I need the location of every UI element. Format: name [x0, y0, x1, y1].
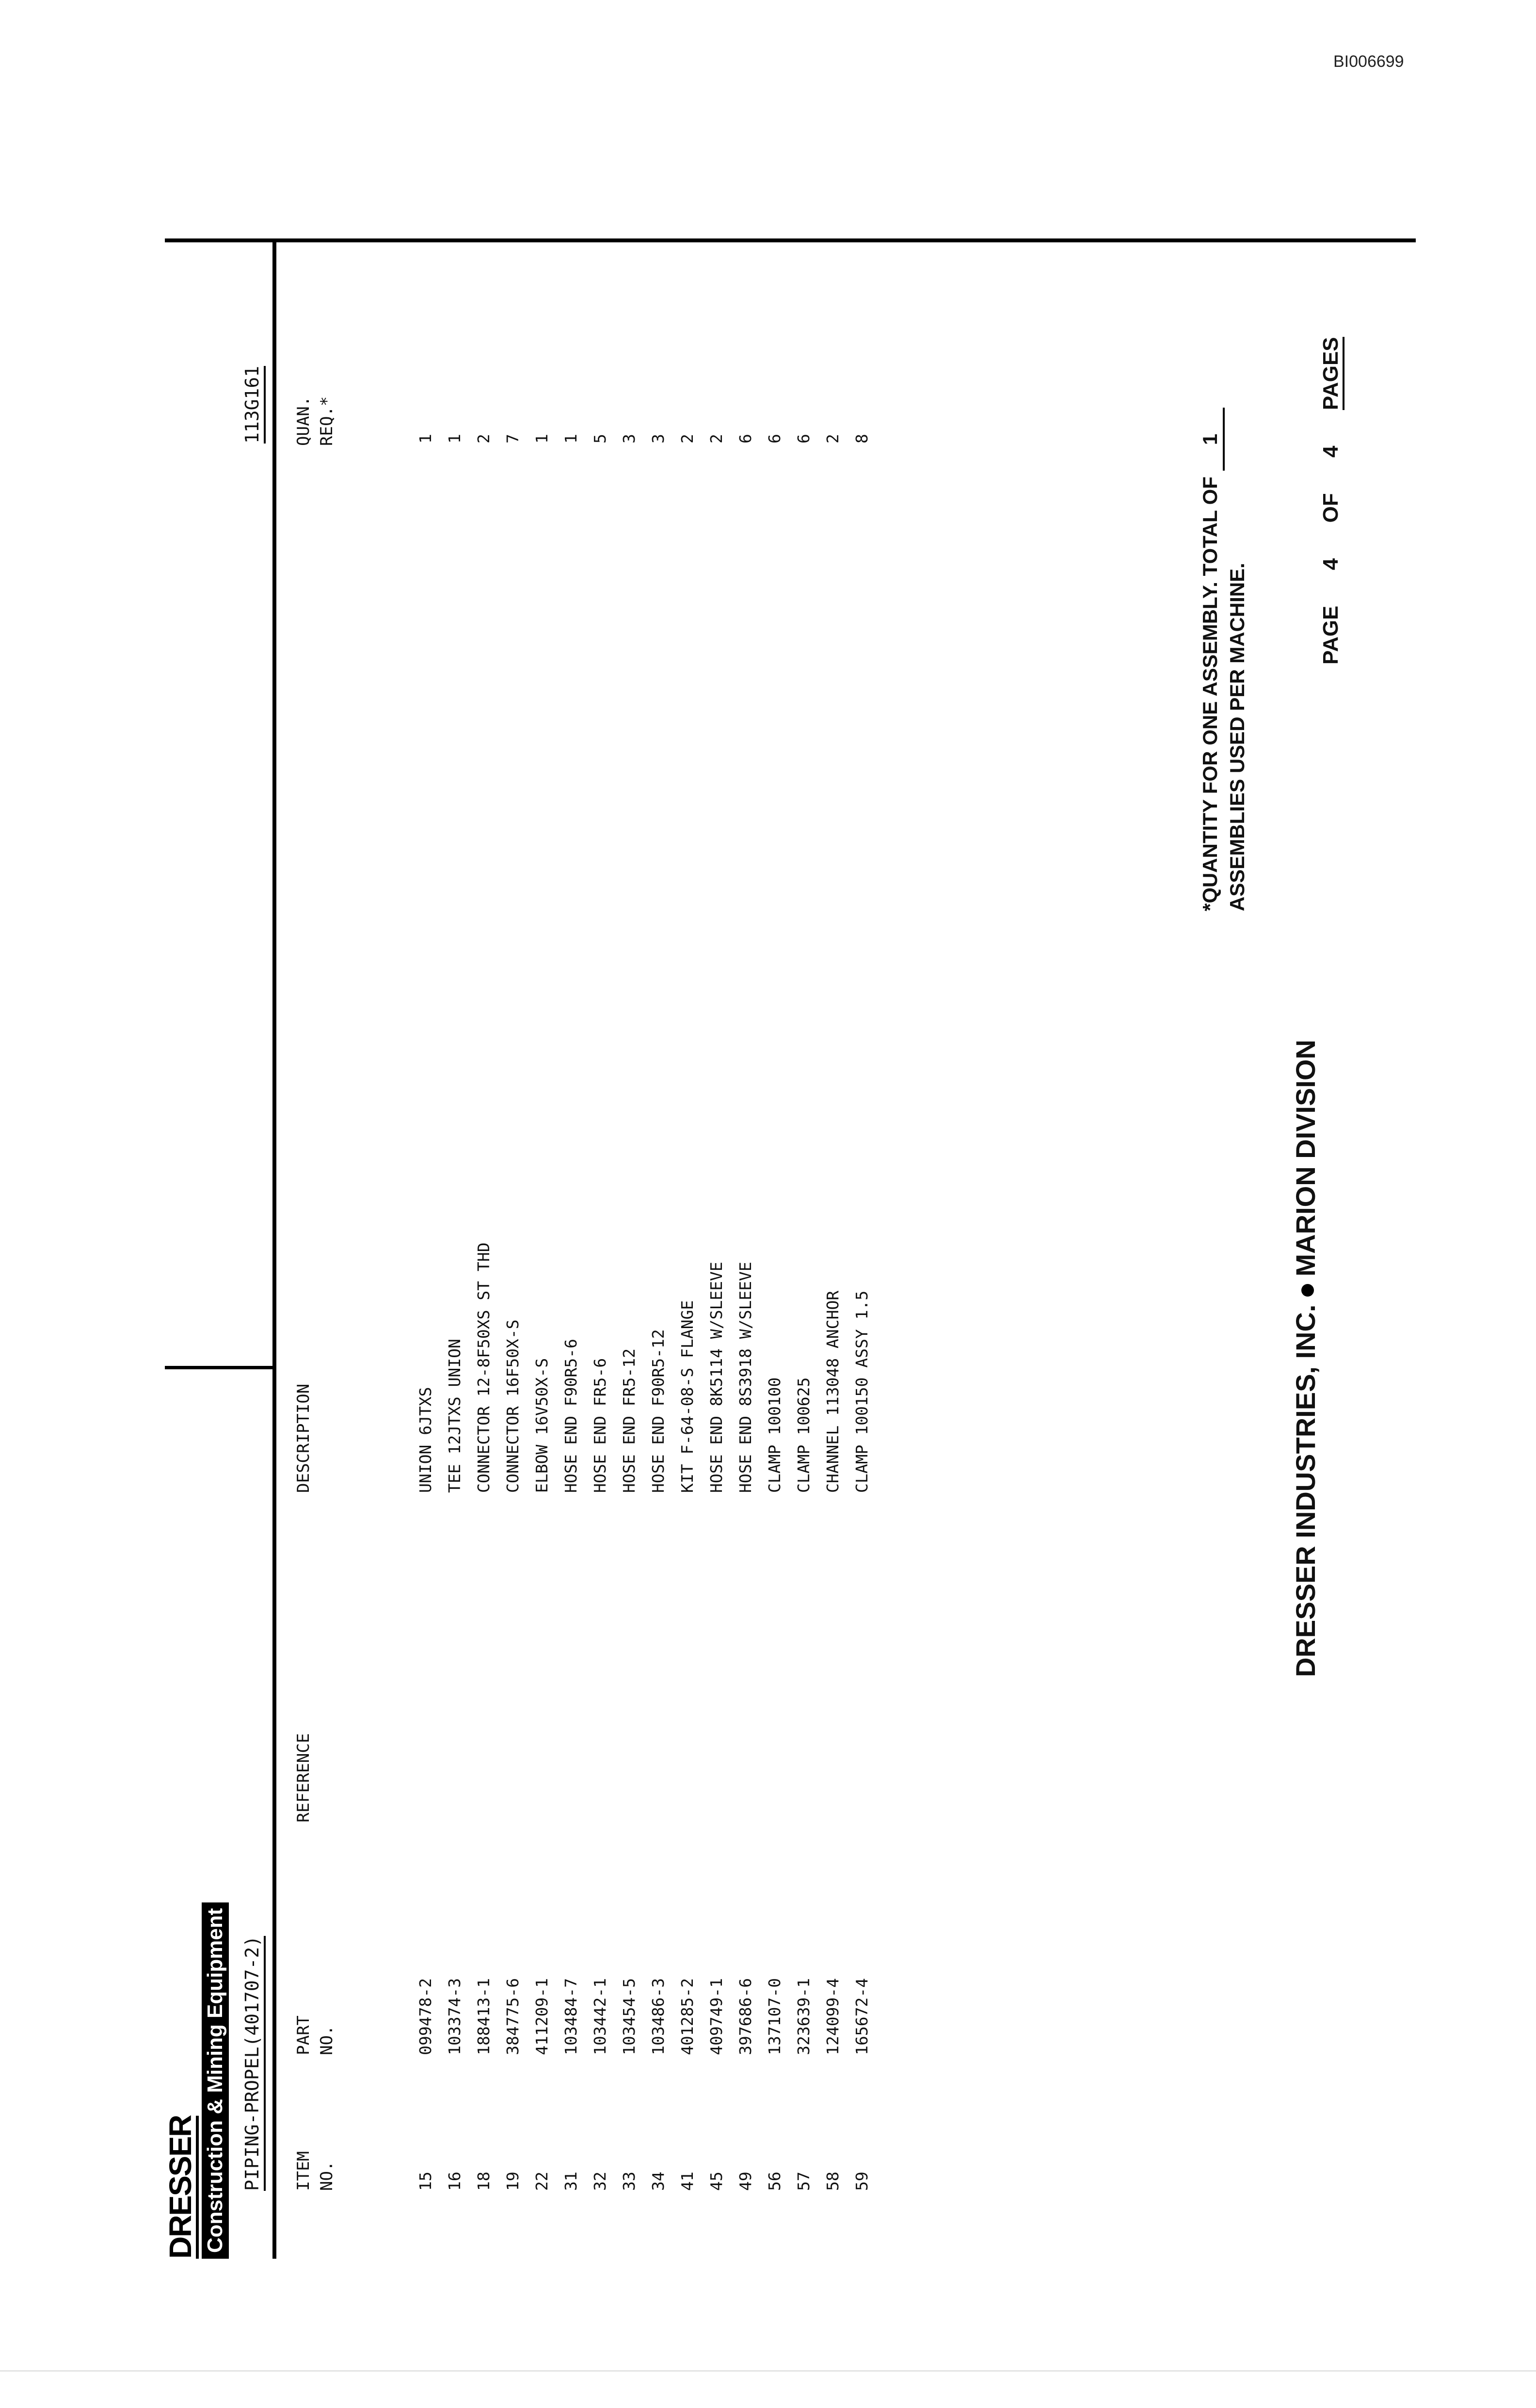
item-no: 22 [532, 2171, 551, 2191]
quantity-required: 2 [823, 434, 842, 444]
part-description: KIT F-64-08-S FLANGE [678, 1300, 697, 1493]
quantity-required: 2 [474, 434, 493, 444]
quantity-required: 1 [561, 434, 580, 444]
part-description: CLAMP 100150 ASSY 1.5 [852, 1290, 871, 1493]
item-no: 57 [794, 2171, 813, 2191]
description-column [411, 1242, 877, 1493]
footnote-line1: *QUANTITY FOR ONE ASSEMBLY. TOTAL OF [1199, 476, 1221, 911]
quantity-required: 7 [503, 434, 522, 444]
part-no: 103374-3 [445, 1978, 464, 2055]
part-no: 099478-2 [416, 1978, 435, 2055]
part-no: 124099-4 [823, 1978, 842, 2055]
page-label: PAGE [1319, 605, 1343, 665]
scan-edge [0, 2370, 1536, 2372]
header-reference: REFERENCE [294, 1733, 313, 1822]
part-no: 401285-2 [678, 1978, 697, 2055]
part-no: 384775-6 [503, 1978, 522, 2055]
item-no: 18 [474, 2171, 493, 2191]
item-no: 34 [649, 2171, 668, 2191]
quantity-required: 2 [678, 434, 697, 444]
company-footer [1290, 1040, 1321, 1677]
part-no: 323639-1 [794, 1978, 813, 2055]
of-label: OF [1319, 493, 1343, 523]
footnote-line2: ASSEMBLIES USED PER MACHINE. [1226, 563, 1248, 911]
quantity-required: 1 [445, 434, 464, 444]
frame-right-rule [165, 238, 1416, 242]
division-name: MARION DIVISION [1290, 1039, 1321, 1277]
part-no: 103454-5 [620, 1978, 639, 2055]
logo-brand: DRESSER [163, 2115, 198, 2259]
bullet-separator [1301, 1284, 1314, 1297]
quantity-required: 3 [620, 434, 639, 444]
item-no: 31 [561, 2171, 580, 2191]
quantity-footnote [1198, 408, 1250, 911]
header-item-no: ITEM NO. [294, 2151, 336, 2191]
part-description: CONNECTOR 12-8F50XS ST THD [474, 1242, 493, 1493]
quantity-required: 8 [852, 434, 871, 444]
item-no: 49 [736, 2171, 755, 2191]
item-no: 56 [765, 2171, 784, 2191]
pages-label: PAGES [1319, 337, 1344, 410]
header-part-no: PART NO. [294, 2015, 336, 2055]
document-number: 113G161 [241, 366, 266, 444]
part-no-column [411, 1978, 877, 2055]
part-no: 137107-0 [765, 1978, 784, 2055]
item-no: 15 [416, 2171, 435, 2191]
part-description: UNION 6JTXS [416, 1387, 435, 1493]
quantity-required: 3 [649, 434, 668, 444]
part-description: CLAMP 100100 [765, 1377, 784, 1493]
total-assemblies: 1 [1198, 408, 1225, 471]
quantity-required: 6 [794, 434, 813, 444]
rotated-parts-page [165, 126, 1387, 2259]
bates-number: BI006699 [1333, 52, 1404, 71]
total-pages: 4 [1319, 445, 1343, 458]
part-no: 397686-6 [736, 1978, 755, 2055]
item-no: 32 [591, 2171, 609, 2191]
part-description: HOSE END 8K5114 W/SLEEVE [707, 1262, 726, 1493]
part-description: HOSE END 8S3918 W/SLEEVE [736, 1262, 755, 1493]
part-no: 409749-1 [707, 1978, 726, 2055]
part-description: CHANNEL 113048 ANCHOR [823, 1290, 842, 1493]
item-no: 33 [620, 2171, 639, 2191]
part-description: ELBOW 16V50X-S [532, 1358, 551, 1493]
item-no: 19 [503, 2171, 522, 2191]
page-info [1295, 337, 1367, 688]
part-no: 103486-3 [649, 1978, 668, 2055]
dresser-logo [165, 1902, 229, 2259]
part-description: HOSE END F90R5-12 [649, 1329, 668, 1493]
page-number: 4 [1319, 558, 1343, 570]
part-description: CLAMP 100625 [794, 1377, 813, 1493]
item-no: 16 [445, 2171, 464, 2191]
quantity-required: 6 [765, 434, 784, 444]
quantity-required: 6 [736, 434, 755, 444]
logo-division: Construction & Mining Equipment [202, 1902, 229, 2259]
item-no: 45 [707, 2171, 726, 2191]
part-no: 411209-1 [532, 1978, 551, 2055]
company-name: DRESSER INDUSTRIES, INC. [1290, 1304, 1321, 1677]
header-description: DESCRIPTION [294, 1383, 313, 1493]
frame-top-rule [272, 242, 276, 2259]
header-quantity: QUAN. REQ.* [294, 396, 336, 446]
quantity-required: 1 [532, 434, 551, 444]
item-no: 58 [823, 2171, 842, 2191]
part-description: HOSE END F90R5-6 [561, 1339, 580, 1493]
quantity-required: 1 [416, 434, 435, 444]
part-no: 165672-4 [852, 1978, 871, 2055]
part-description: HOSE END FR5-12 [620, 1348, 639, 1493]
part-no: 103484-7 [561, 1978, 580, 2055]
part-no: 188413-1 [474, 1978, 493, 2055]
item-no: 59 [852, 2171, 871, 2191]
item-no-column [411, 2171, 877, 2191]
quantity-column [411, 434, 877, 444]
part-no: 103442-1 [591, 1978, 609, 2055]
part-description: CONNECTOR 16F50X-S [503, 1319, 522, 1493]
document-title: PIPING-PROPEL(401707-2) [241, 1936, 266, 2191]
part-description: TEE 12JTXS UNION [445, 1339, 464, 1493]
quantity-required: 5 [591, 434, 609, 444]
frame-left-rule [165, 1366, 272, 1369]
part-description: HOSE END FR5-6 [591, 1358, 609, 1493]
quantity-required: 2 [707, 434, 726, 444]
item-no: 41 [678, 2171, 697, 2191]
